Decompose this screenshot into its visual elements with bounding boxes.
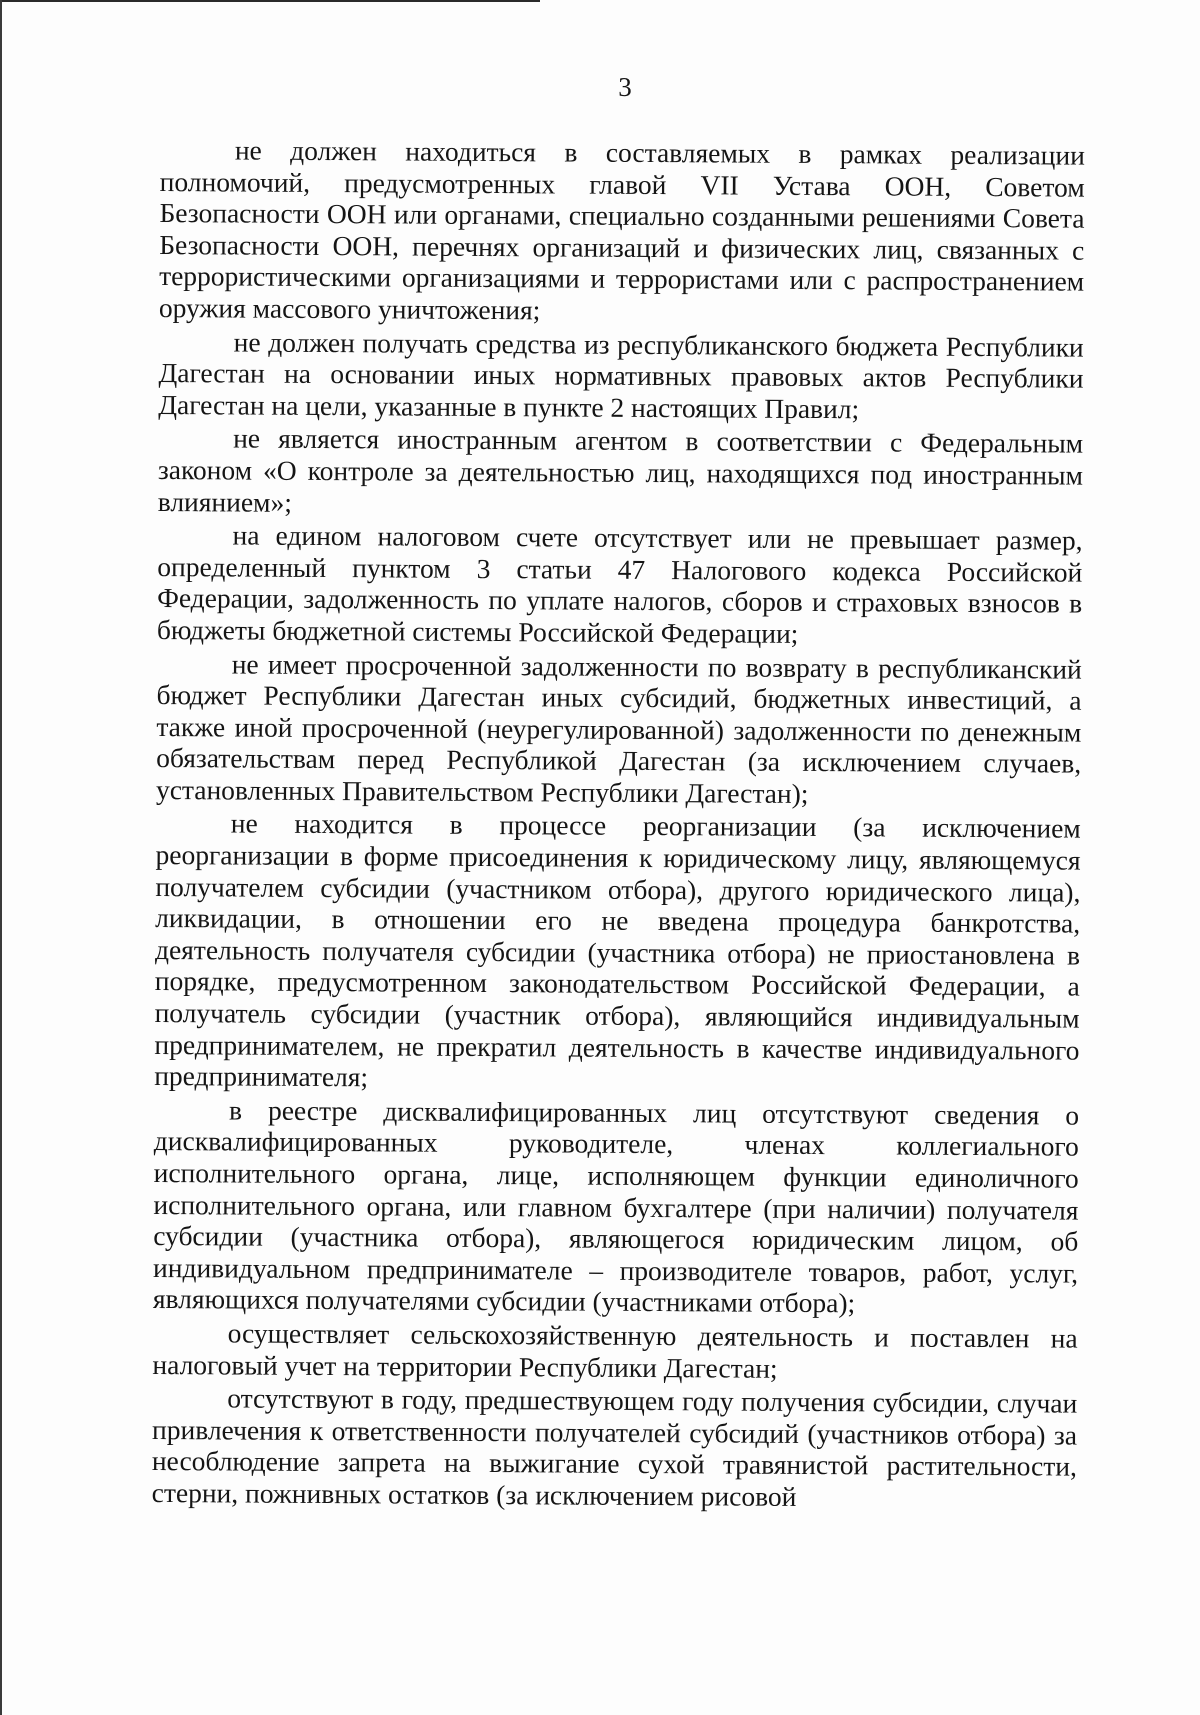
scan-edge-top (0, 0, 540, 2)
paragraph-not-reorganizing: не находится в процессе реорганизации (за исключением реорганизации в форме присоединения к юридическому лицу, являющемуся получателем субсидии (участником отбора), другого юридического лица), ликвидации, в отношении его не введена процедура банкротства, деятельность получателя субсидии (участника отбора) не приостановлена в порядке, предусмотренном законодательством Российской Федерации, а получатель субсидии (участник отбора), являющийся индивидуальным предпринимателем, не прекратил деятельность в качестве индивидуального предпринимателя; (154, 807, 1081, 1093)
paragraph-un-sanctions-lists: не должен находиться в составляемых в рамках реализации полномочий, предусмотренных главой VII Устава ООН, Советом Безопасности ООН или органами, специально созданными решениями Совета Безопасности ООН, перечнях организаций и физических лиц, связанных с террористическими организациями и террористами или с распространением оружия массового уничтожения; (158, 134, 1085, 326)
paragraph-not-foreign-agent: не является иностранным агентом в соответствии с Федеральным законом «О контроле за деятельностью лиц, находящихся под иностранным влиянием»; (157, 422, 1084, 518)
paragraph-burning-ban: отсутствуют в году, предшествующем году получения субсидии, случаи привлечения к ответственности получателей субсидий (участников отбора) за несоблюдение запрета на выжигание сухой травянистой растительности, стерни, пожнивных остатков (за исключением рисовой (151, 1382, 1078, 1512)
document-body (152, 134, 1085, 1514)
paragraph-no-other-budget-funds: не должен получать средства из республиканского бюджета Республики Дагестан на основании иных нормативных правовых актов Республики Дагестан на цели, указанные в пункте 2 настоящих Правил; (158, 326, 1084, 425)
page-number: 3 (618, 72, 632, 102)
scan-edge-left (0, 0, 2, 1715)
paragraph-disqualified-persons: в реестре дисквалифицированных лиц отсутствуют сведения о дисквалифицированных руководителе, членах коллегиального исполнительного органа, лице, исполняющем функции единоличного исполнительного органа, или главном бухгалтере (при наличии) получателя субсидии (участника отбора), являющегося юридическим лицом, об индивидуальном предпринимателе – производителе товаров, работ, услуг, являющихся получателями субсидии (участниками отбора); (152, 1094, 1080, 1319)
paragraph-tax-debt: на едином налоговом счете отсутствует или не превышает размер, определенный пунктом 3 статьи 47 Налогового кодекса Российской Федерации, задолженность по уплате налогов, сборов и страховых взносов в бюджеты бюджетной системы Российской Федерации; (156, 519, 1083, 649)
paragraph-no-overdue-debt: не имеет просроченной задолженности по возврату в республиканский бюджет Республики Дагестан иных субсидий, бюджетных инвестиций, а также иной просроченной (неурегулированной) задолженности по денежным обязательствам перед Республикой Дагестан (за исключением случаев, установленных Правительством Республики Дагестан); (155, 647, 1082, 809)
paragraph-agricultural-activity: осуществляет сельскохозяйственную деятельность и поставлен на налоговый учет на территории Республики Дагестан; (152, 1317, 1078, 1384)
